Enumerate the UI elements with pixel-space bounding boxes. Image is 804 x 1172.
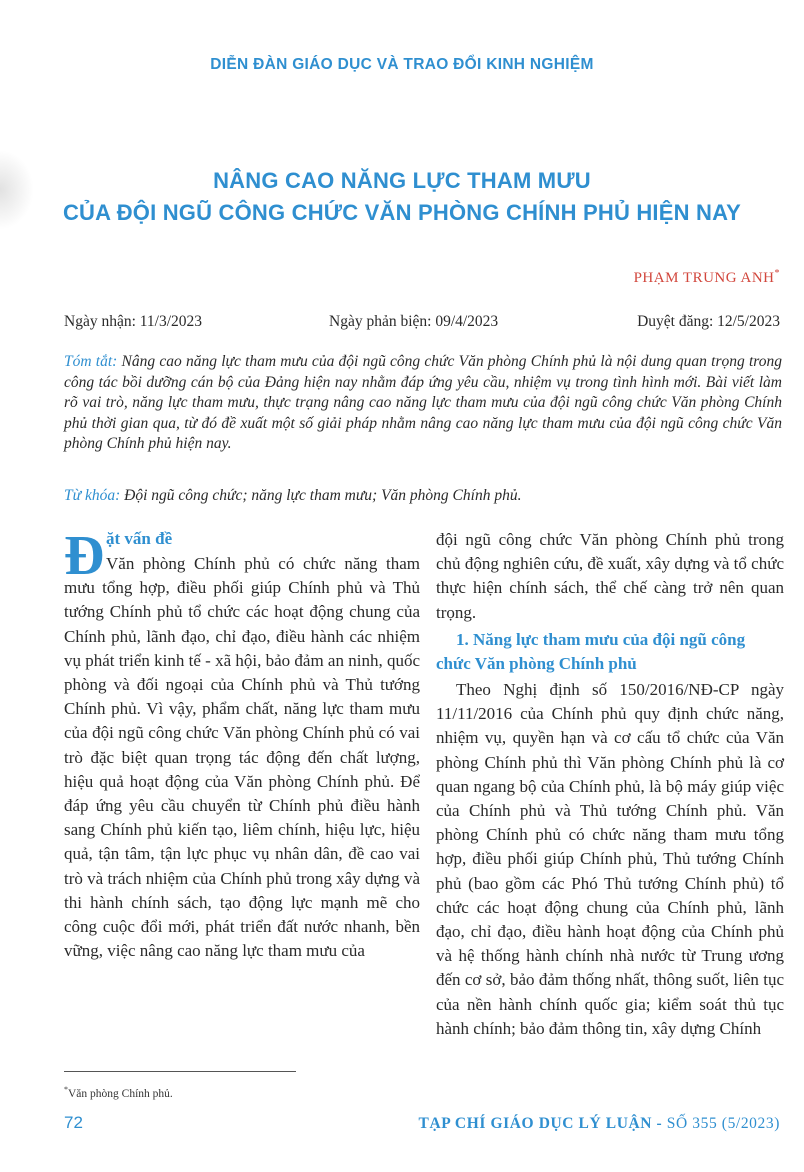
continuation-paragraph: đội ngũ công chức Văn phòng Chính phủ trong chủ động nghiên cứu, đề xuất, xây dựng và tổ chức thực hiện chính sách, thể chế càng trở nên quan trọng. — [436, 530, 784, 622]
intro-paragraph-text: Văn phòng Chính phủ có chức năng tham mưu tổng hợp, điều phối giúp Chính phủ và Thủ tướng Chính phủ tổ chức các hoạt động chung của Chính phủ, lãnh đạo, chỉ đạo, điều hành các nhiệm vụ phát triển kinh tế - xã hội, bảo đảm an ninh, quốc phòng và đối ngoại của Chính phủ và Thủ tướng Chính phủ. Vì vậy, phẩm chất, năng lực tham mưu của đội ngũ công chức Văn phòng Chính phủ có vai trò đặc biệt quan trọng tác động đến chất lượng, hiệu quả hoạt động của Văn phòng Chính phủ. Để đáp ứng yêu cầu chuyển từ Chính phủ điều hành sang Chính phủ kiến tạo, liêm chính, hiệu lực, hiệu quả, tận tâm, tận lực phục vụ nhân dân, đề cao vai trò và trách nhiệm của Chính phủ trong xây dựng và thi hành chính sách, tạo động lực mạnh mẽ cho công cuộc đổi mới, phát triển đất nước nhanh, bền vững, việc nâng cao năng lực tham mưu của — [64, 554, 420, 961]
page-number: 72 — [64, 1113, 83, 1132]
section-1-heading — [436, 628, 784, 676]
abstract-label: Tóm tắt: — [64, 353, 118, 370]
keywords-text: Đội ngũ công chức; năng lực tham mưu; Văn phòng Chính phủ. — [120, 487, 522, 504]
article-title-line-1: NÂNG CAO NĂNG LỰC THAM MƯU — [213, 168, 591, 193]
author-name-text: PHẠM TRUNG ANH — [633, 270, 775, 286]
keywords-label: Từ khóa: — [64, 487, 121, 504]
author-name — [634, 268, 780, 287]
journal-name: TẠP CHÍ GIÁO DỤC LÝ LUẬN - — [418, 1115, 667, 1132]
date-received: Ngày nhận: 11/3/2023 — [64, 313, 203, 330]
section-1-heading-text: 1. Năng lực tham mưu của đội ngũ công chức Văn phòng Chính phủ — [436, 630, 746, 673]
journal-issue: SỐ 355 (5/2023) — [666, 1115, 780, 1132]
article-title-line-2: CỦA ĐỘI NGŨ CÔNG CHỨC VĂN PHÒNG CHÍNH PHỦ HIỆN NAY — [62, 200, 742, 225]
footnote-text: Văn phòng Chính phủ. — [68, 1087, 173, 1100]
intro-dropcap: Đ — [64, 525, 105, 587]
abstract — [64, 352, 782, 455]
footnote-mark: * — [64, 1085, 68, 1094]
journal-footer — [419, 1115, 781, 1133]
abstract-text: Nâng cao năng lực tham mưu của đội ngũ công chức Văn phòng Chính phủ là nội dung quan trọng trong công tác bồi dưỡng cán bộ của Đảng hiện nay nhằm đáp ứng yêu cầu, nhiệm vụ trong tình hình mới. Bài viết làm rõ vai trò, năng lực tham mưu, thực trạng nâng cao năng lực tham mưu của đội ngũ công chức Văn phòng Chính phủ thời gian qua, từ đó đề xuất một số giải pháp nhằm nâng cao năng lực tham mưu của đội ngũ công chức Văn phòng Chính phủ hiện nay. — [64, 353, 782, 452]
date-approved: Duyệt đăng: 12/5/2023 — [637, 313, 780, 330]
intro-heading: ặt vấn đề — [106, 529, 173, 548]
section-header: DIỄN ĐÀN GIÁO DỤC VÀ TRAO ĐỔI KINH NGHIỆM — [210, 56, 594, 73]
footnote-divider — [64, 1071, 296, 1072]
author-footnote-mark: * — [774, 268, 780, 279]
date-reviewed: Ngày phản biện: 09/4/2023 — [329, 313, 499, 330]
intro-paragraph — [64, 552, 420, 963]
keywords — [64, 487, 782, 505]
section-1-paragraph — [436, 678, 784, 1041]
section-1-paragraph-text: Theo Nghị định số 150/2016/NĐ-CP ngày 11/11/2016 của Chính phủ quy định chức năng, nhiệm vụ, quyền hạn và cơ cấu tổ chức của Văn phòng Chính phủ thì Văn phòng Chính phủ là cơ quan ngang bộ của Chính phủ, là bộ máy giúp việc của Chính phủ và Thủ tướng Chính phủ. Văn phòng Chính phủ có chức năng tham mưu tổng hợp, điều phối giúp Chính phủ, Thủ tướng Chính phủ (bao gồm các Phó Thủ tướng Chính phủ) tổ chức các hoạt động chung của Chính phủ, lãnh đạo, chỉ đạo, điều hành hoạt động của Chính phủ và hệ thống hành chính nhà nước từ Trung ương đến cơ sở, bảo đảm thống nhất, thông suốt, liên tục của nền hành chính quốc gia; kiểm soát thủ tục hành chính; bảo đảm thông tin, xây dựng Chính — [436, 680, 784, 1038]
footnote — [64, 1085, 173, 1100]
